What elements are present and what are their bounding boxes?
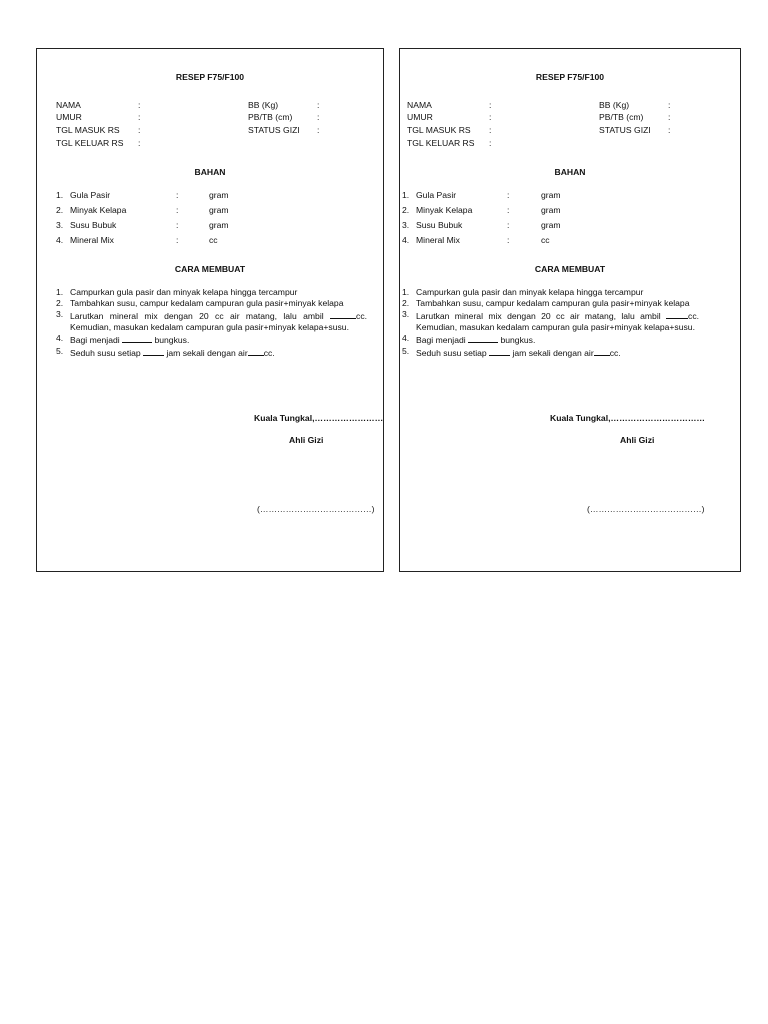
ingredient-colon: : [507, 235, 510, 245]
step-text: cc. Kemudian, masukan kedalam campuran gula pasir+minyak kelapa+susu. [70, 311, 367, 332]
step-text: Seduh susu setiap [416, 348, 490, 358]
field-label-bb: BB (Kg) [599, 100, 630, 110]
step-item [402, 309, 699, 333]
step-item [56, 298, 367, 309]
step-text: Seduh susu setiap [70, 348, 144, 358]
ingredient-num: 3. [56, 220, 64, 230]
ingredient-num: 4. [56, 235, 64, 245]
ingredient-colon: : [176, 205, 179, 215]
fill-blank-line [143, 346, 164, 356]
step-text: Campurkan gula pasir dan minyak kelapa hingga tercampur [70, 287, 298, 297]
field-colon: : [317, 112, 320, 122]
step-text: Tambahkan susu, campur kedalam campuran gula pasir+minyak kelapa [70, 298, 344, 308]
fill-blank-line [489, 346, 510, 356]
step-text: cc. [263, 348, 275, 358]
field-colon: : [489, 112, 492, 122]
recipe-title: RESEP F75/F100 [175, 72, 245, 82]
field-colon: : [317, 100, 320, 110]
ingredient-colon: : [507, 190, 510, 200]
steps-list [402, 287, 699, 359]
step-num: 1. [402, 287, 410, 297]
ingredient-colon: : [176, 235, 179, 245]
field-colon: : [138, 138, 141, 148]
field-label-umur: UMUR [407, 112, 433, 122]
step-num: 3. [402, 309, 410, 319]
place-date-line: Kuala Tungkal,…………………………… [550, 413, 706, 423]
field-label-nama: NAMA [407, 100, 432, 110]
recipe-card-left [36, 48, 384, 572]
ingredient-name: Gula Pasir [416, 190, 457, 200]
step-item [402, 287, 699, 298]
fill-blank-line [594, 346, 610, 356]
field-colon: : [668, 125, 671, 135]
step-num: 4. [402, 333, 410, 343]
step-text: Tambahkan susu, campur kedalam campuran gula pasir+minyak kelapa [416, 298, 690, 308]
ingredient-colon: : [176, 220, 179, 230]
fill-blank-line [330, 309, 356, 319]
ingredient-num: 2. [402, 205, 410, 215]
field-label-pbtb: PB/TB (cm) [599, 112, 644, 122]
ingredient-unit: cc [541, 235, 550, 245]
field-label-tgl-keluar: TGL KELUAR RS [56, 138, 124, 148]
cara-membuat-heading: CARA MEMBUAT [174, 264, 246, 274]
ingredient-num: 2. [56, 205, 64, 215]
signer-role: Ahli Gizi [289, 435, 324, 445]
ingredient-name: Mineral Mix [70, 235, 114, 245]
field-colon: : [668, 112, 671, 122]
cara-membuat-heading: CARA MEMBUAT [534, 264, 606, 274]
signature-line: (…………………………………) [587, 504, 705, 514]
ingredient-name: Susu Bubuk [70, 220, 117, 230]
step-text: cc. Kemudian, masukan kedalam campuran gula pasir+minyak kelapa+susu. [416, 311, 699, 332]
step-text: jam sekali dengan air [164, 348, 248, 358]
fill-blank-line [468, 333, 498, 343]
step-num: 5. [56, 346, 64, 356]
field-colon: : [489, 138, 492, 148]
step-num: 2. [402, 298, 410, 308]
step-text: Campurkan gula pasir dan minyak kelapa hingga tercampur [416, 287, 644, 297]
field-colon: : [138, 100, 141, 110]
field-label-tgl-masuk: TGL MASUK RS [407, 125, 471, 135]
field-colon: : [138, 125, 141, 135]
steps-list [56, 287, 367, 359]
signature-line: (…………………………………) [257, 504, 375, 514]
ingredient-num: 4. [402, 235, 410, 245]
ingredient-unit: cc [209, 235, 218, 245]
step-item [402, 333, 699, 346]
field-label-bb: BB (Kg) [248, 100, 279, 110]
field-label-status-gizi: STATUS GIZI [248, 125, 300, 135]
step-item [402, 346, 699, 359]
field-label-nama: NAMA [56, 100, 81, 110]
step-num: 5. [402, 346, 410, 356]
step-text: Larutkan mineral mix dengan 20 cc air matang, lalu ambil [416, 311, 667, 321]
step-item [56, 309, 367, 333]
step-text: Bagi menjadi [416, 335, 469, 345]
place-date-line: Kuala Tungkal,…………………… [254, 413, 384, 423]
ingredient-num: 3. [402, 220, 410, 230]
bahan-heading: BAHAN [554, 167, 586, 177]
ingredient-unit: gram [209, 220, 229, 230]
recipe-title: RESEP F75/F100 [535, 72, 605, 82]
fill-blank-line [666, 309, 688, 319]
ingredient-unit: gram [541, 190, 561, 200]
bahan-heading: BAHAN [194, 167, 226, 177]
field-label-umur: UMUR [56, 112, 82, 122]
step-text: Larutkan mineral mix dengan 20 cc air matang, lalu ambil [70, 311, 331, 321]
step-num: 1. [56, 287, 64, 297]
field-colon: : [138, 112, 141, 122]
field-label-tgl-masuk: TGL MASUK RS [56, 125, 120, 135]
step-num: 4. [56, 333, 64, 343]
step-text: jam sekali dengan air [510, 348, 594, 358]
step-item [56, 346, 367, 359]
ingredient-name: Susu Bubuk [416, 220, 463, 230]
field-colon: : [317, 125, 320, 135]
fill-blank-line [248, 346, 264, 356]
step-text: Bagi menjadi [70, 335, 123, 345]
ingredient-colon: : [176, 190, 179, 200]
ingredient-unit: gram [541, 205, 561, 215]
ingredient-unit: gram [209, 190, 229, 200]
ingredient-name: Gula Pasir [70, 190, 111, 200]
step-text: cc. [609, 348, 621, 358]
step-num: 2. [56, 298, 64, 308]
step-item [402, 298, 699, 309]
ingredient-name: Mineral Mix [416, 235, 460, 245]
step-item [56, 287, 367, 298]
ingredient-colon: : [507, 205, 510, 215]
signer-role: Ahli Gizi [620, 435, 655, 445]
ingredient-colon: : [507, 220, 510, 230]
field-label-status-gizi: STATUS GIZI [599, 125, 651, 135]
step-text: bungkus. [498, 335, 536, 345]
fill-blank-line [122, 333, 152, 343]
step-text: bungkus. [152, 335, 190, 345]
field-label-pbtb: PB/TB (cm) [248, 112, 293, 122]
field-colon: : [489, 125, 492, 135]
recipe-card-right [399, 48, 741, 572]
step-item [56, 333, 367, 346]
ingredient-unit: gram [541, 220, 561, 230]
step-num: 3. [56, 309, 64, 319]
field-colon: : [668, 100, 671, 110]
ingredient-num: 1. [56, 190, 64, 200]
ingredient-name: Minyak Kelapa [70, 205, 127, 215]
ingredient-num: 1. [402, 190, 410, 200]
field-label-tgl-keluar: TGL KELUAR RS [407, 138, 475, 148]
field-colon: : [489, 100, 492, 110]
ingredient-name: Minyak Kelapa [416, 205, 473, 215]
ingredient-unit: gram [209, 205, 229, 215]
